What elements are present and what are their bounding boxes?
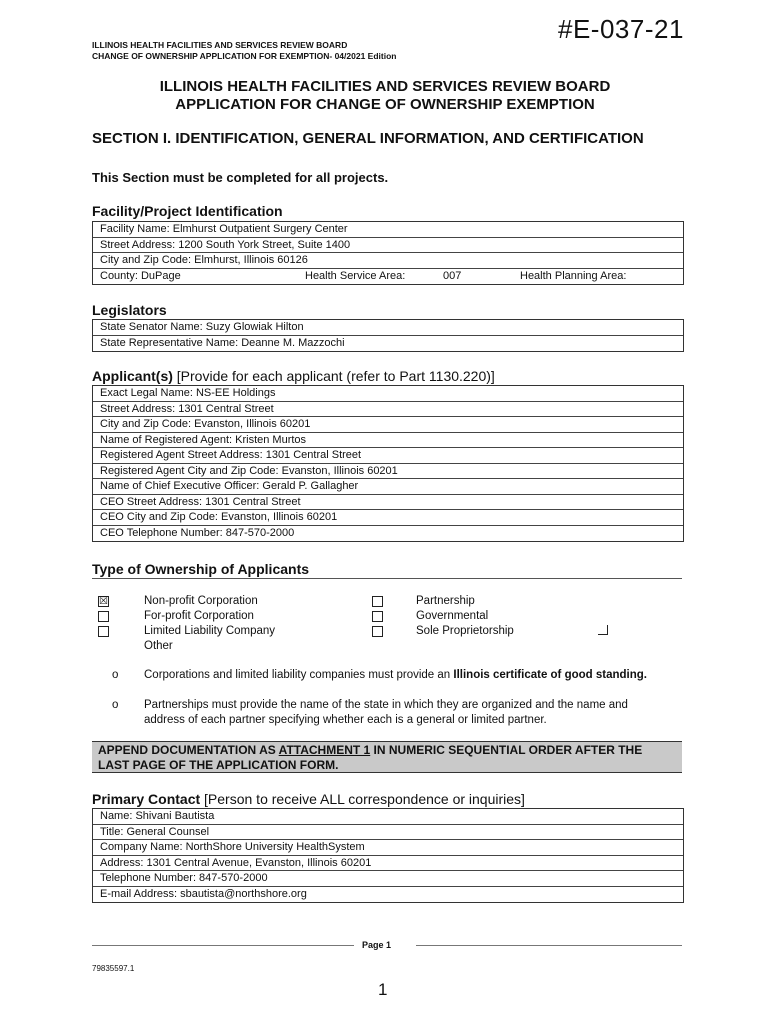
append-suffix: IN NUMERIC SEQUENTIAL ORDER AFTER THE LAST PAGE OF THE APPLICATION FORM. [98, 743, 643, 772]
facility-county-row [93, 269, 683, 285]
facility-heading: Facility/Project Identification [92, 203, 283, 219]
applicants-note: [Provide for each applicant (refer to Part 1130.220)] [176, 368, 495, 384]
hpa-label: Health Planning Area: [520, 269, 627, 282]
contact-row: Company Name: NorthShore University HealthSystem [93, 840, 683, 856]
applicant-row: Name of Chief Executive Officer: Gerald P. Gallagher [93, 479, 683, 495]
document-number: #E-037-21 [558, 14, 684, 44]
option-non-profit: Non-profit Corporation [144, 595, 258, 607]
header-edition: CHANGE OF OWNERSHIP APPLICATION FOR EXEMPTION- 04/2021 Edition [92, 51, 397, 61]
contact-note: [Person to receive ALL correspondence or inquiries] [204, 791, 525, 807]
ownership-heading: Type of Ownership of Applicants [92, 561, 310, 577]
applicant-row: City and Zip Code: Evanston, Illinois 60201 [93, 417, 683, 433]
append-instruction [92, 741, 682, 773]
bullet-corporations [144, 668, 664, 683]
checkbox-non-profit[interactable]: ☒ [99, 596, 108, 607]
applicant-row: CEO Telephone Number: 847-570-2000 [100, 526, 295, 539]
county-field: County: DuPage [100, 269, 181, 282]
senator-row: State Senator Name: Suzy Glowiak Hilton [93, 320, 683, 336]
checkbox-llc[interactable] [98, 626, 109, 637]
footer-rule-right [416, 945, 682, 946]
contact-row: Address: 1301 Central Avenue, Evanston, Illinois 60201 [93, 856, 683, 872]
applicant-row: Exact Legal Name: NS-EE Holdings [93, 386, 683, 402]
option-governmental: Governmental [416, 610, 489, 622]
contact-table [92, 808, 684, 903]
contact-row: Name: Shivani Bautista [93, 809, 683, 825]
contact-row: Title: General Counsel [93, 825, 683, 841]
title-line-2: APPLICATION FOR CHANGE OF OWNERSHIP EXEMPTION [175, 96, 595, 113]
option-llc: Limited Liability Company [144, 625, 276, 637]
option-other: Other [144, 640, 173, 652]
document-reference: 79835597.1 [92, 964, 135, 973]
applicants-heading [92, 368, 495, 384]
header-board: ILLINOIS HEALTH FACILITIES AND SERVICES REVIEW BOARD [92, 40, 348, 50]
applicants-title: Applicant(s) [92, 368, 173, 384]
page-number: 1 [378, 980, 388, 999]
facility-city-row: City and Zip Code: Elmhurst, Illinois 60126 [93, 253, 683, 269]
legislators-heading: Legislators [92, 302, 167, 318]
page-label: Page 1 [362, 940, 392, 950]
facility-name-row: Facility Name: Elmhurst Outpatient Surgery Center [93, 222, 683, 238]
applicant-row: CEO City and Zip Code: Evanston, Illinois 60201 [93, 510, 683, 526]
checkbox-governmental[interactable] [372, 611, 383, 622]
option-sole-proprietorship: Sole Proprietorship [416, 625, 514, 637]
applicant-row: Registered Agent City and Zip Code: Evanston, Illinois 60201 [93, 464, 683, 480]
bullet-corporations-text: Corporations and limited liability companies must provide an [144, 669, 451, 681]
facility-table [92, 221, 684, 285]
legislators-table [92, 319, 684, 352]
option-for-profit: For-profit Corporation [144, 610, 254, 622]
append-prefix: APPEND DOCUMENTATION AS [98, 743, 279, 757]
append-attachment: ATTACHMENT 1 [278, 743, 371, 757]
ownership-divider [92, 578, 682, 579]
applicant-row: CEO Street Address: 1301 Central Street [93, 495, 683, 511]
option-partnership: Partnership [416, 595, 475, 607]
contact-row: Telephone Number: 847-570-2000 [93, 871, 683, 887]
applicant-row: Registered Agent Street Address: 1301 Central Street [93, 448, 683, 464]
checkbox-sole-proprietorship[interactable] [372, 626, 383, 637]
representative-row: State Representative Name: Deanne M. Mazzochi [100, 336, 345, 349]
applicants-table [92, 385, 684, 542]
section-heading: SECTION I. IDENTIFICATION, GENERAL INFORMATION, AND CERTIFICATION [92, 130, 644, 147]
checkbox-partnership[interactable] [372, 596, 383, 607]
title-line-1: ILLINOIS HEALTH FACILITIES AND SERVICES REVIEW BOARD [159, 78, 611, 95]
bullet-marker: o [112, 669, 119, 681]
applicant-row: Street Address: 1301 Central Street [93, 402, 683, 418]
footer-rule-left [92, 945, 354, 946]
applicant-row: Name of Registered Agent: Kristen Murtos [93, 433, 683, 449]
hsa-value: 007 [443, 269, 462, 282]
bullet-partnerships: Partnerships must provide the name of the state in which they are organized and the name and address of each partner specifying whether each is a general or limited partner. [144, 699, 628, 726]
bullet-corporations-emphasis: Illinois certificate of good standing. [453, 669, 647, 681]
hsa-label: Health Service Area: [305, 269, 406, 282]
facility-address-row: Street Address: 1200 South York Street, Suite 1400 [93, 238, 683, 254]
checkbox-for-profit[interactable] [98, 611, 109, 622]
contact-row: E-mail Address: sbautista@northshore.org [100, 887, 307, 900]
contact-heading [92, 791, 525, 807]
other-field-mark [598, 625, 608, 635]
bullet-marker: o [112, 699, 119, 711]
must-complete-note: This Section must be completed for all projects. [92, 170, 389, 185]
contact-title: Primary Contact [92, 791, 201, 807]
